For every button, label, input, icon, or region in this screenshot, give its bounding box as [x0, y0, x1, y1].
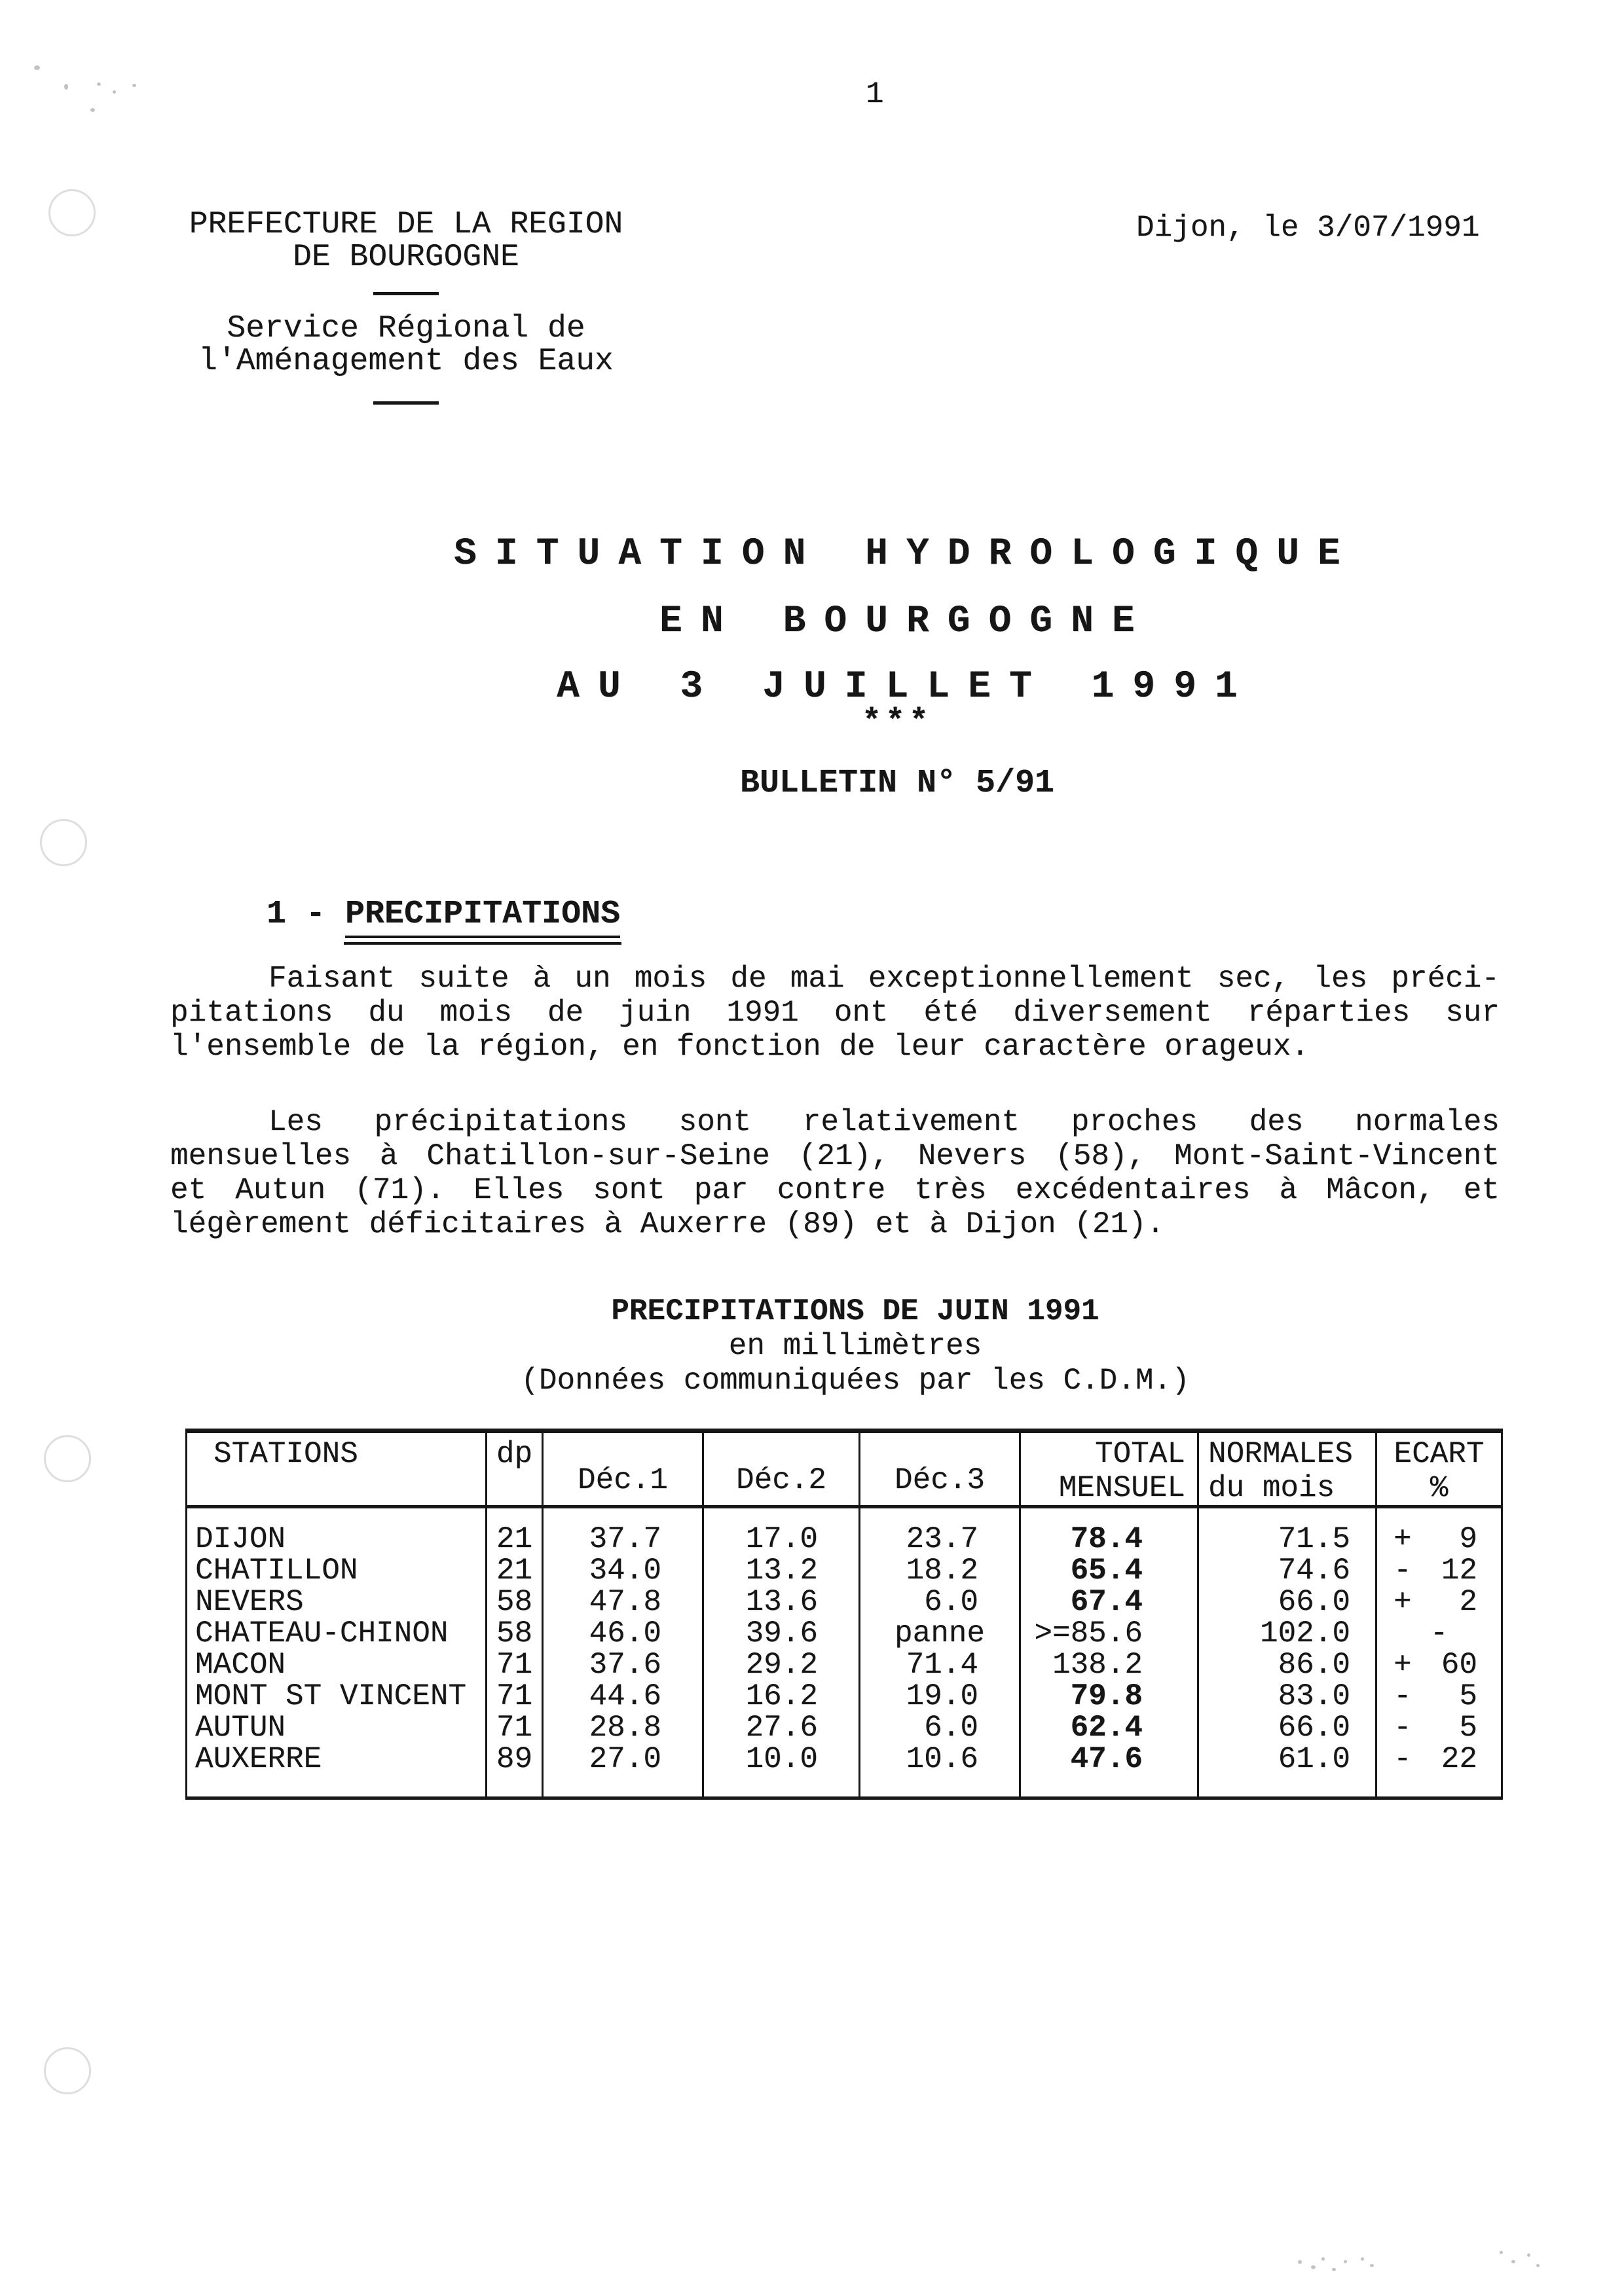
station-name: MACON: [195, 1647, 286, 1682]
dec2-value: 10.0: [703, 1743, 860, 1775]
column-header-dec3: Déc.3: [860, 1431, 1020, 1507]
scan-speckle: [132, 84, 136, 87]
normales-value: 74.6: [1198, 1555, 1376, 1586]
paragraph-line: l'ensemble de la région, en fonction de leur caractère orageux.: [170, 1030, 1310, 1064]
letterhead: [154, 208, 658, 422]
scan-speckle: [1321, 2257, 1325, 2261]
station-name: AUXERRE: [195, 1741, 322, 1776]
table-title-line2: en millimètres: [728, 1329, 982, 1363]
scan-speckle: [1311, 2265, 1316, 2269]
column-header-total: TOTAL MENSUEL: [1020, 1431, 1198, 1507]
paragraph-1: [170, 962, 1500, 1064]
paragraph-line: Les précipitations sont relativement proches des normales: [268, 1105, 1500, 1139]
station-name: AUTUN: [195, 1710, 286, 1745]
scan-speckle: [97, 82, 101, 86]
scan-speckle: [1370, 2264, 1374, 2267]
total-value: 78.4: [1020, 1523, 1198, 1555]
dec2-value: 13.2: [703, 1555, 860, 1586]
dec1-value: 34.0: [543, 1555, 703, 1586]
letterhead-divider: [373, 401, 439, 405]
dp-code: 21: [487, 1555, 543, 1586]
page-number: 1: [866, 77, 884, 111]
letterhead-service-line2: l'Aménagement des Eaux: [198, 344, 614, 379]
dec2-value: 17.0: [703, 1523, 860, 1555]
letterhead-divider: [373, 292, 439, 295]
dp-code: 71: [487, 1649, 543, 1681]
normales-value: 66.0: [1198, 1586, 1376, 1618]
title-line3: AU 3 JUILLET 1991: [557, 666, 1256, 708]
column-header-dec1: Déc.1: [543, 1431, 703, 1507]
table-title-line1: PRECIPITATIONS DE JUIN 1991: [611, 1294, 1099, 1328]
bulletin-number: BULLETIN N° 5/91: [739, 765, 1055, 802]
table-row: [187, 1586, 1502, 1618]
scan-speckle: [1344, 2260, 1347, 2263]
station-name: CHATEAU-CHINON: [195, 1616, 449, 1650]
normales-value: 71.5: [1198, 1523, 1376, 1555]
dec1-value: 37.7: [543, 1523, 703, 1555]
normales-value: 102.0: [1198, 1618, 1376, 1649]
dec2-value: 27.6: [703, 1712, 860, 1743]
dec1-value: 47.8: [543, 1586, 703, 1618]
ecart-value: + 60: [1376, 1649, 1502, 1681]
dec3-value: 71.4: [860, 1649, 1020, 1681]
table-header-row: [187, 1431, 1502, 1507]
scan-speckle: [1500, 2251, 1503, 2254]
total-value: 62.4: [1020, 1712, 1198, 1743]
letterhead-org-line1: PREFECTURE DE LA REGION: [189, 207, 623, 242]
punch-hole: [48, 189, 96, 236]
normales-value: 61.0: [1198, 1743, 1376, 1775]
section-number: 1 -: [267, 896, 346, 933]
dec3-value: 10.6: [860, 1743, 1020, 1775]
scan-speckle: [64, 84, 68, 90]
table-row: [187, 1649, 1502, 1681]
dec2-value: 29.2: [703, 1649, 860, 1681]
punch-hole: [40, 819, 87, 866]
dec1-value: 37.6: [543, 1649, 703, 1681]
station-name: CHATILLON: [195, 1553, 358, 1588]
letterhead-org-line2: DE BOURGOGNE: [293, 240, 519, 275]
title-line1: SITUATION HYDROLOGIQUE: [454, 533, 1359, 575]
normales-value: 83.0: [1198, 1681, 1376, 1712]
normales-value: 66.0: [1198, 1712, 1376, 1743]
scan-speckle: [90, 108, 95, 112]
normales-value: 86.0: [1198, 1649, 1376, 1681]
dp-code: 71: [487, 1681, 543, 1712]
letterhead-service-line1: Service Régional de: [227, 311, 585, 346]
column-header-normales: NORMALES du mois: [1198, 1431, 1376, 1507]
scan-speckle: [1332, 2268, 1336, 2271]
table-title: [200, 1294, 1510, 1398]
table-spacer-row: [187, 1775, 1502, 1798]
ecart-value: - 5: [1376, 1681, 1502, 1712]
total-value: 65.4: [1020, 1555, 1198, 1586]
scan-speckle: [1511, 2260, 1515, 2263]
dec3-value: panne: [860, 1618, 1020, 1649]
dp-code: 58: [487, 1618, 543, 1649]
total-value: 138.2: [1020, 1649, 1198, 1681]
dec2-value: 16.2: [703, 1681, 860, 1712]
dec1-value: 27.0: [543, 1743, 703, 1775]
document-title: [406, 533, 1388, 802]
precipitation-table: [185, 1429, 1503, 1800]
section-heading: [267, 896, 620, 933]
scan-speckle: [1298, 2260, 1302, 2264]
column-header-stations: STATIONS: [187, 1431, 487, 1507]
date-line: Dijon, le 3/07/1991: [1136, 211, 1480, 245]
ecart-value: + 9: [1376, 1523, 1502, 1555]
dp-code: 58: [487, 1586, 543, 1618]
scan-speckle: [1527, 2253, 1530, 2257]
scan-speckle: [34, 65, 40, 70]
scan-speckle: [1536, 2264, 1540, 2267]
table-row: [187, 1618, 1502, 1649]
paragraph-2: [170, 1105, 1500, 1241]
ecart-value: - 12: [1376, 1555, 1502, 1586]
table-spacer-row: [187, 1507, 1502, 1523]
dec2-value: 39.6: [703, 1618, 860, 1649]
dec3-value: 19.0: [860, 1681, 1020, 1712]
ecart-value: -: [1376, 1618, 1502, 1649]
paragraph-line: et Autun (71). Elles sont par contre très excédentaires à Mâcon, et: [170, 1173, 1500, 1207]
dec1-value: 44.6: [543, 1681, 703, 1712]
column-header-dp: dp: [487, 1431, 543, 1507]
dec1-value: 46.0: [543, 1618, 703, 1649]
dp-code: 21: [487, 1523, 543, 1555]
total-value: >=85.6: [1020, 1618, 1198, 1649]
dec3-value: 23.7: [860, 1523, 1020, 1555]
station-name: DIJON: [195, 1522, 286, 1556]
punch-hole: [44, 2047, 91, 2094]
table-row: [187, 1743, 1502, 1775]
table-row: [187, 1681, 1502, 1712]
station-name: NEVERS: [195, 1584, 304, 1619]
section-title: PRECIPITATIONS: [345, 896, 620, 938]
column-header-dec2: Déc.2: [703, 1431, 860, 1507]
punch-hole: [44, 1435, 91, 1482]
scan-speckle: [113, 90, 116, 94]
dp-code: 71: [487, 1712, 543, 1743]
title-line2: EN BOURGOGNE: [659, 600, 1153, 643]
scan-speckle: [1361, 2257, 1364, 2261]
dec3-value: 18.2: [860, 1555, 1020, 1586]
station-name: MONT ST VINCENT: [195, 1679, 467, 1713]
stars-divider: ***: [861, 704, 932, 741]
paragraph-line: Faisant suite à un mois de mai exceptionnellement sec, les préci-: [268, 962, 1500, 996]
total-value: 67.4: [1020, 1586, 1198, 1618]
table-row: [187, 1712, 1502, 1743]
paragraph-line: pitations du mois de juin 1991 ont été diversement réparties sur: [170, 996, 1500, 1030]
column-header-ecart: ECART %: [1376, 1431, 1502, 1507]
paragraph-line: mensuelles à Chatillon-sur-Seine (21), Nevers (58), Mont-Saint-Vincent: [170, 1139, 1500, 1173]
table-title-line3: (Données communiquées par les C.D.M.): [521, 1364, 1190, 1398]
paragraph-line: légèrement déficitaires à Auxerre (89) et à Dijon (21).: [170, 1207, 1165, 1241]
dec3-value: 6.0: [860, 1586, 1020, 1618]
dec3-value: 6.0: [860, 1712, 1020, 1743]
dec2-value: 13.6: [703, 1586, 860, 1618]
dec1-value: 28.8: [543, 1712, 703, 1743]
dp-code: 89: [487, 1743, 543, 1775]
table-row: [187, 1555, 1502, 1586]
total-value: 47.6: [1020, 1743, 1198, 1775]
table-row: [187, 1523, 1502, 1555]
total-value: 79.8: [1020, 1681, 1198, 1712]
ecart-value: + 2: [1376, 1586, 1502, 1618]
ecart-value: - 5: [1376, 1712, 1502, 1743]
ecart-value: - 22: [1376, 1743, 1502, 1775]
